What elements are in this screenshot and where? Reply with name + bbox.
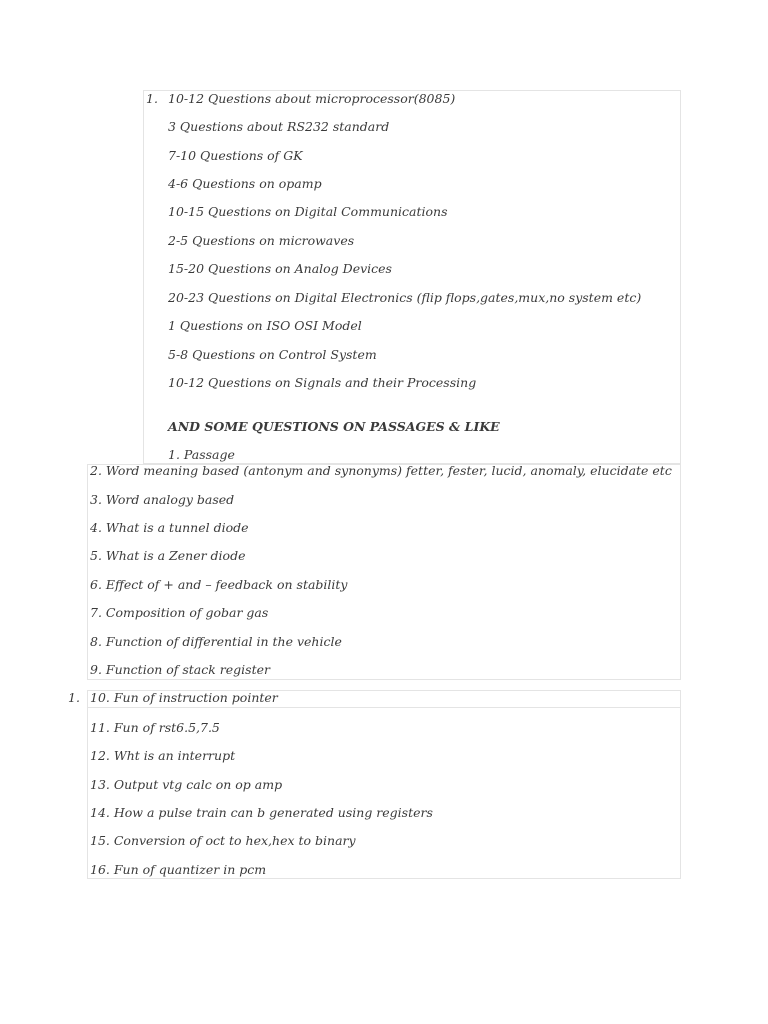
list-item: 20-23 Questions on Digital Electronics (flip flops,gates,mux,no system etc) [168, 290, 642, 305]
question-list-box [143, 90, 681, 464]
list-item: 9. Function of stack register [90, 662, 270, 677]
list-item: 13. Output vtg calc on op amp [90, 777, 283, 792]
list-item: 4-6 Questions on opamp [168, 176, 322, 191]
list-item: 15. Conversion of oct to hex,hex to binary [90, 833, 356, 848]
passage-item: 1. Passage [168, 447, 235, 462]
list-item: 3. Word analogy based [90, 492, 235, 507]
list-item: 10-12 Questions about microprocessor(8085) [168, 91, 456, 106]
list-item: 11. Fun of rst6.5,7.5 [90, 720, 220, 735]
list-item: 6. Effect of + and – feedback on stability [90, 577, 348, 592]
list-number: 1. [146, 91, 158, 106]
list-item: 2. Word meaning based (antonym and synonyms) fetter, fester, lucid, anomaly, elucidate etc [90, 463, 672, 478]
list-item: 7-10 Questions of GK [168, 148, 303, 163]
list-item: 4. What is a tunnel diode [90, 520, 249, 535]
list-item: 2-5 Questions on microwaves [168, 233, 355, 248]
list-item: 1 Questions on ISO OSI Model [168, 318, 362, 333]
list-number: 1. [68, 690, 80, 705]
list-item: 14. How a pulse train can b generated using registers [90, 805, 433, 820]
list-item: 10-12 Questions on Signals and their Processing [168, 375, 477, 390]
list-item: 15-20 Questions on Analog Devices [168, 261, 392, 276]
list-item: 10-15 Questions on Digital Communications [168, 204, 448, 219]
list-item: 5. What is a Zener diode [90, 548, 246, 563]
list-item: 10. Fun of instruction pointer [90, 690, 278, 705]
list-item: 8. Function of differential in the vehicle [90, 634, 342, 649]
list-item: 5-8 Questions on Control System [168, 347, 377, 362]
section-heading: AND SOME QUESTIONS ON PASSAGES & LIKE [168, 419, 500, 434]
list-item: 3 Questions about RS232 standard [168, 119, 390, 134]
list-item: 12. Wht is an interrupt [90, 748, 236, 763]
list-item: 16. Fun of quantizer in pcm [90, 862, 267, 877]
list-item: 7. Composition of gobar gas [90, 605, 269, 620]
